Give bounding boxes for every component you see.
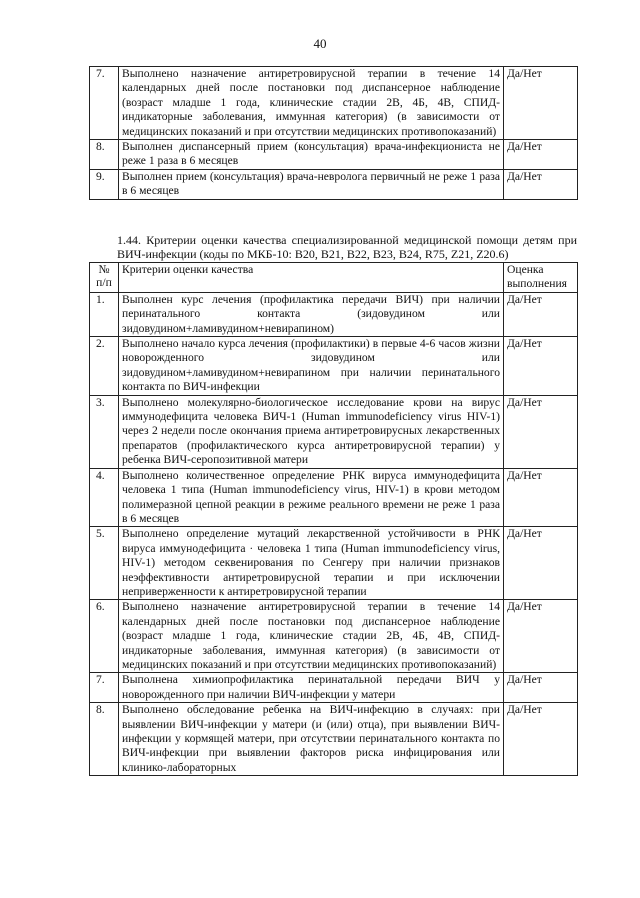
table-row [90,169,578,199]
column-header-number: № п/п [90,263,119,293]
row-number: 8. [90,703,119,776]
table-header-row [90,263,578,293]
assessment-value: Да/Нет [504,140,578,170]
criterion-text: Выполнен диспансерный прием (консультация) врача-инфекциониста не реже 1 раза в 6 месяцев [119,140,504,170]
assessment-value: Да/Нет [504,527,578,600]
criterion-text: Выполнено назначение антиретровирусной терапии в течение 14 календарных дней после постановки под диспансерное наблюдение (возраст младше 1 года, клинические стадии 2В, 4Б, 4В, СПИД-индикаторные заболевания, иммунная категория) (в зависимости от медицинских показаний и при отсутствии медицинских противопоказаний) [119,600,504,673]
criterion-text: Выполнено назначение антиретровирусной терапии в течение 14 календарных дней после постановки под диспансерное наблюдение (возраст младше 1 года, клинические стадии 2В, 4Б, 4В, СПИД-индикаторные заболевания, иммунная категория) (в зависимости от медицинских показаний и при отсутствии медицинских противопоказаний) [119,67,504,140]
table-row [90,140,578,170]
criterion-text: Выполнено молекулярно-биологическое исследование крови на вирус иммунодефицита человека ВИЧ-1 (Human immunodeficiency virus HIV-1) через 2 недели после окончания приема антиретровирусных лекарственных препаратов (профилактического курса антиретровирусной терапии) у ребенка ВИЧ-серопозитивной матери [119,395,504,468]
table-row [90,67,578,140]
assessment-value: Да/Нет [504,292,578,336]
criterion-text: Выполнен прием (консультация) врача-невролога первичный не реже 1 раза в 6 месяцев [119,169,504,199]
assessment-value: Да/Нет [504,673,578,703]
row-number: 5. [90,527,119,600]
column-header-criteria: Критерии оценки качества [119,263,504,293]
assessment-value: Да/Нет [504,703,578,776]
column-header-assessment: Оценка выполнения [504,263,578,293]
row-number: 6. [90,600,119,673]
assessment-value: Да/Нет [504,67,578,140]
assessment-value: Да/Нет [504,395,578,468]
criteria-table [89,262,578,776]
criterion-text: Выполнен курс лечения (профилактика передачи ВИЧ) при наличии перинатального контакта (зидовудином или зидовудином+ламивудином+невирапином) [119,292,504,336]
page-number: 40 [313,36,327,51]
criterion-text: Выполнено определение мутаций лекарственной устойчивости в РНК вируса иммунодефицита · человека 1 типа (Human immunodeficiency virus, HIV-1) методом секвенирования по Сенгеру при наличии признаков неэффективности антиретровирусной терапии и при исключении неприверженности к антиретровирусной терапии [119,527,504,600]
row-number: 2. [90,337,119,396]
table-row [90,292,578,336]
criterion-text: Выполнено обследование ребенка на ВИЧ-инфекцию в случаях: при выявлении ВИЧ-инфекции у матери (и (или) отца), при выявлении ВИЧ-инфекции у кормящей матери, при отсутствии перинатального контакта по ВИЧ-инфекции при выявлении факторов риска инфицирования или клинико-лабораторных [119,703,504,776]
table-row [90,337,578,396]
row-number: 7. [90,67,119,140]
criteria-table-continued [89,66,578,200]
table-row [90,673,578,703]
section-title: 1.44. Критерии оценки качества специализированной медицинской помощи детям при ВИЧ-инфекции (коды по МКБ-10: В20, В21, В22, В23, В24, R75, Z21, Z20.6) [117,233,577,261]
assessment-value: Да/Нет [504,600,578,673]
row-number: 9. [90,169,119,199]
row-number: 4. [90,468,119,527]
row-number: 8. [90,140,119,170]
table-row [90,703,578,776]
table-row [90,468,578,527]
assessment-value: Да/Нет [504,169,578,199]
criterion-text: Выполнена химиопрофилактика перинатальной передачи ВИЧ у новорожденного при наличии ВИЧ-инфекции у матери [119,673,504,703]
table-row [90,395,578,468]
row-number: 7. [90,673,119,703]
assessment-value: Да/Нет [504,337,578,396]
criterion-text: Выполнено количественное определение РНК вируса иммунодефицита человека 1 типа (Human immunodeficiency virus, HIV-1) в крови методом полимеразной цепной реакции в режиме реального времени не реже 1 раза в 6 месяцев [119,468,504,527]
table-row [90,527,578,600]
row-number: 3. [90,395,119,468]
assessment-value: Да/Нет [504,468,578,527]
criterion-text: Выполнено начало курса лечения (профилактики) в первые 4-6 часов жизни новорожденного зидовудином или зидовудином+ламивудином+невирапином при наличии перинатального контакта по ВИЧ-инфекции [119,337,504,396]
row-number: 1. [90,292,119,336]
table-row [90,600,578,673]
